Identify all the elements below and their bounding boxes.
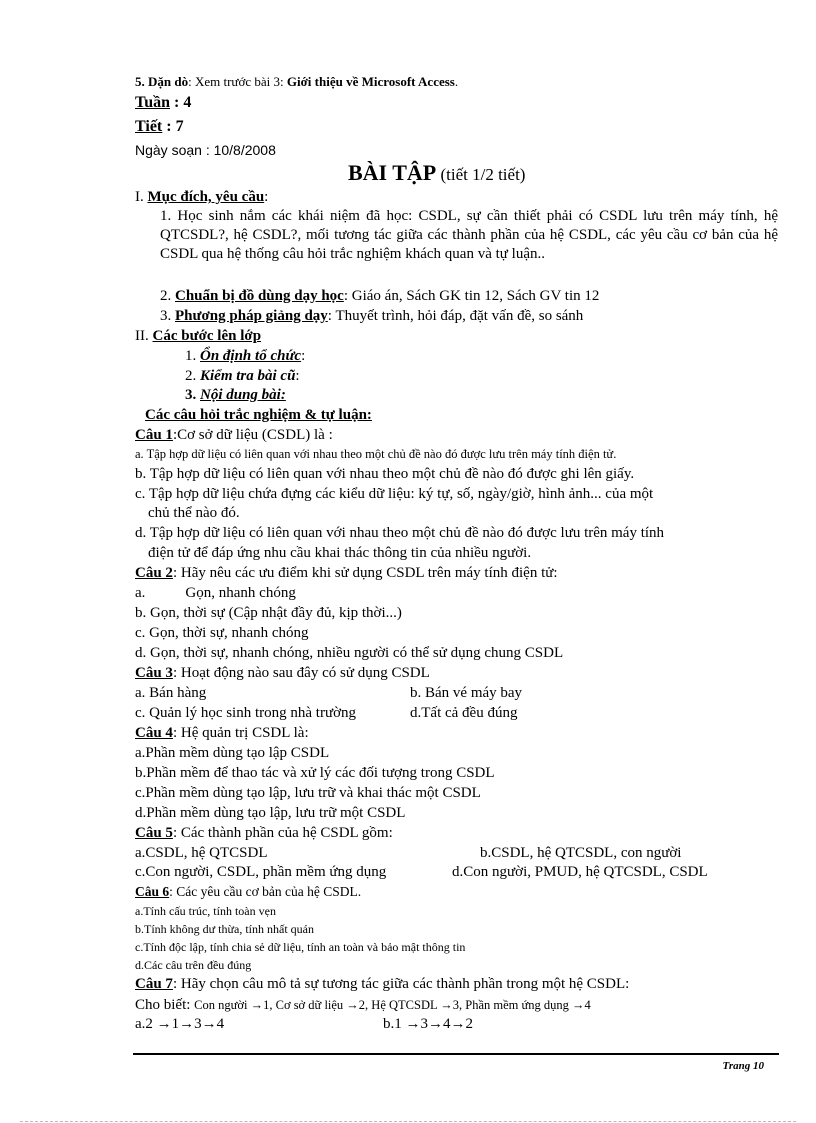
q2-label: Câu 2	[135, 565, 173, 581]
q5-option-b: b.CSDL, hệ QTCSDL, con người	[480, 845, 682, 861]
q4-option-d: d.Phần mềm dùng tạo lập, lưu trữ một CSDL	[135, 805, 406, 821]
tiet-label: Tiết	[135, 118, 163, 135]
item-3-num: 3.	[160, 308, 175, 324]
tiet-line	[135, 119, 184, 135]
q6-option-c: c.Tính độc lập, tính chia sẻ dữ liệu, tính an toàn và bảo mật thông tin	[135, 940, 466, 954]
dan-do-line	[135, 75, 458, 88]
section-1-title: Mục đích, yêu cầu	[147, 189, 265, 205]
questions-heading: Các câu hỏi trắc nghiệm & tự luận:	[145, 407, 372, 423]
q2-option-a-text: Gọn, nhanh chóng	[185, 585, 296, 601]
q3-option-d: d.Tất cả đều đúng	[410, 705, 518, 721]
q7-legend-line	[135, 997, 591, 1013]
q2-option-a	[135, 586, 296, 601]
q5-label: Câu 5	[135, 825, 173, 841]
item-3-head: Phương pháp giảng dạy	[175, 308, 328, 324]
item-2-head: Chuẩn bị đồ dùng dạy học	[175, 288, 344, 304]
q7-label: Câu 7	[135, 976, 173, 992]
q3-option-a: a. Bán hàng	[135, 685, 207, 701]
q5-option-a: a.CSDL, hệ QTCSDL	[135, 845, 268, 861]
dan-do-label: 5. Dặn dò	[135, 74, 189, 89]
q3-option-b: b. Bán vé máy bay	[410, 685, 523, 701]
tuan-label: Tuần	[135, 94, 170, 111]
q1-option-d-1: d. Tập hợp dữ liệu có liên quan với nhau theo một chủ đề nào đó được lưu trên máy tính	[135, 525, 665, 541]
q6-label: Câu 6	[135, 884, 170, 899]
step-1-num: 1.	[185, 348, 200, 364]
page-title	[348, 162, 525, 184]
q2-option-b: b. Gọn, thời sự (Cập nhật đầy đủ, kịp thời...)	[135, 605, 402, 621]
q1-option-b: b. Tập hợp dữ liệu có liên quan với nhau theo một chủ đề nào đó được ghi lên giấy.	[135, 466, 635, 482]
tuan-line	[135, 95, 191, 111]
q3-stem	[135, 666, 430, 681]
section-1-item-1: 1. Học sinh nắm các khái niệm đã học: CSDL, sự cần thiết phải có CSDL lưu trên máy tính, hệ QTCSDL?, hệ CSDL?, mối tương tác giữa các thành phần của hệ CSDL, các yêu cầu cơ bản của hệ CSDL qua hệ thống câu hỏi trắc nghiệm khách quan và tự luận..	[160, 208, 778, 262]
step-3-head: Nội dung bài:	[200, 387, 286, 403]
step-3-num: 3.	[185, 387, 200, 403]
q7-legend: Con người →1, Cơ sở dữ liệu →2, Hệ QTCSDL →3, Phần mềm ứng dụng →4	[194, 998, 591, 1012]
tuan-value: : 4	[170, 94, 192, 111]
step-3	[185, 388, 286, 403]
q4-text: : Hệ quản trị CSDL là:	[172, 725, 309, 741]
step-2	[185, 369, 300, 384]
step-2-head: Kiểm tra bài cũ	[200, 368, 296, 384]
dan-do-end: .	[454, 74, 459, 89]
dan-do-text: : Xem trước bài 3:	[188, 74, 287, 89]
title-main: BÀI TẬP	[348, 160, 437, 185]
section-1-item-2	[160, 289, 599, 304]
q2-stem	[135, 566, 558, 581]
q2-option-a-key: a.	[135, 585, 146, 601]
q4-option-c: c.Phần mềm dùng tạo lập, lưu trữ và khai thác một CSDL	[135, 785, 481, 801]
q5-option-d: d.Con người, PMUD, hệ QTCSDL, CSDL	[452, 864, 708, 880]
q3-text: : Hoạt động nào sau đây có sử dụng CSDL	[172, 665, 430, 681]
step-1	[185, 349, 305, 364]
q1-stem	[135, 428, 333, 443]
q5-option-c: c.Con người, CSDL, phần mềm ứng dụng	[135, 864, 387, 880]
q4-label: Câu 4	[135, 725, 173, 741]
q4-option-b: b.Phần mềm để thao tác và xử lý các đối tượng trong CSDL	[135, 765, 495, 781]
item-2-num: 2.	[160, 288, 175, 304]
page-number: Trang 10	[722, 1060, 764, 1072]
q2-option-d: d. Gọn, thời sự, nhanh chóng, nhiều người có thể sử dụng chung CSDL	[135, 645, 564, 661]
section-1-colon: :	[264, 189, 269, 205]
q6-option-a: a.Tính cấu trúc, tính toàn vẹn	[135, 904, 276, 918]
q2-option-c: c. Gọn, thời sự, nhanh chóng	[135, 625, 309, 641]
q1-text: :Cơ sở dữ liệu (CSDL) là :	[172, 427, 333, 443]
section-2-title: Các bước lên lớp	[152, 328, 262, 344]
q5-text: : Các thành phần của hệ CSDL gồm:	[172, 825, 393, 841]
q5-stem	[135, 826, 393, 841]
page-break-line	[20, 1121, 796, 1122]
step-1-head: Ổn định tổ chức	[200, 348, 302, 364]
tiet-value: : 7	[162, 118, 184, 135]
q6-text: : Các yêu cầu cơ bản của hệ CSDL.	[169, 884, 362, 899]
q6-stem	[135, 885, 361, 899]
item-3-text: : Thuyết trình, hỏi đáp, đặt vấn đề, so sánh	[327, 308, 584, 324]
q4-stem	[135, 726, 309, 741]
q1-option-a: a. Tập hợp dữ liệu có liên quan với nhau theo một chủ đề nào đó được lưu trên máy tính điện tử.	[135, 447, 617, 461]
step-2-num: 2.	[185, 368, 200, 384]
title-sub: (tiết 1/2 tiết)	[436, 165, 526, 184]
step-1-end: :	[301, 348, 306, 364]
section-2-num: II.	[135, 328, 153, 344]
q6-option-b: b.Tính không dư thừa, tính nhất quán	[135, 922, 314, 936]
q7-stem	[135, 977, 629, 992]
q1-option-c-1: c. Tập hợp dữ liệu chứa đựng các kiểu dữ liệu: ký tự, số, ngày/giờ, hình ảnh... của một	[135, 486, 654, 502]
q3-option-c: c. Quản lý học sinh trong nhà trường	[135, 705, 357, 721]
q2-text: : Hãy nêu các ưu điểm khi sử dụng CSDL trên máy tính điện tử:	[172, 565, 558, 581]
footer-rule	[133, 1053, 779, 1055]
dan-do-bold: Giới thiệu về Microsoft Access	[286, 74, 455, 89]
q7-option-b: b.1 →3→4→2	[383, 1016, 473, 1032]
section-1-num: I.	[135, 189, 148, 205]
q7-text: : Hãy chọn câu mô tả sự tương tác giữa các thành phần trong một hệ CSDL:	[172, 976, 630, 992]
q4-option-a: a.Phần mềm dùng tạo lập CSDL	[135, 745, 330, 761]
section-2-heading	[135, 329, 261, 344]
q1-label: Câu 1	[135, 427, 173, 443]
ngay-soan: Ngày soạn : 10/8/2008	[135, 142, 276, 158]
q7-cho-biet: Cho biết:	[135, 997, 195, 1013]
section-1-heading	[135, 190, 268, 205]
item-2-text: : Giáo án, Sách GK tin 12, Sách GV tin 12	[343, 288, 600, 304]
q1-option-c-2: chủ thể nào đó.	[148, 505, 240, 521]
step-2-end: :	[295, 368, 300, 384]
q3-label: Câu 3	[135, 665, 173, 681]
section-1-item-3	[160, 309, 583, 324]
q6-option-d: d.Các câu trên đều đúng	[135, 958, 252, 972]
q7-option-a: a.2 →1→3→4	[135, 1016, 225, 1032]
q1-option-d-2: điện tử để đáp ứng nhu cầu khai thác thông tin của nhiều người.	[148, 545, 532, 561]
